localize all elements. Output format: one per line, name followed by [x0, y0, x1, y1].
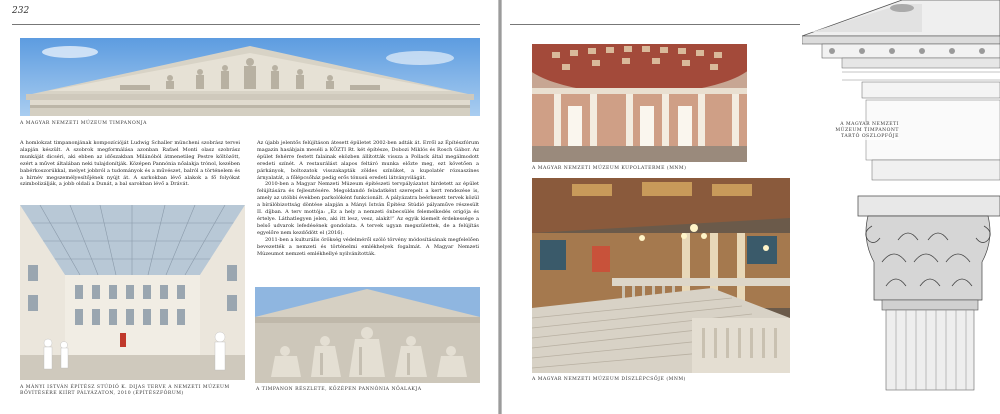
- tympanum-caption: A MAGYAR NEMZETI MÚZEUM TIMPANONJA: [20, 121, 147, 126]
- courtyard-caption: A MÁNYI ISTVÁN ÉPÍTÉSZ STÚDIÓ K. DIJAS TERVE A NEMZETI MÚZEUM BŐVÍTÉSÉRE KIÍRT PÁLYÁZATON, 2010 (ÉPÍTÉSZFÓRUM): [20, 385, 230, 396]
- header-rule: [12, 24, 480, 25]
- tympanum-detail-photo: [255, 287, 480, 383]
- dome-hall-caption: A MAGYAR NEMZETI MÚZEUM KUPOLATERME (MNM): [532, 166, 687, 171]
- staircase-caption: A MAGYAR NEMZETI MÚZEUM DÍSZLÉPCSŐJE (MNM): [532, 377, 686, 382]
- right-page: [502, 0, 1000, 414]
- detail-illustration: [255, 287, 480, 383]
- paragraph: 2011-ben a kulturális örökség védelméről szóló törvény módosításának megfelelően bevezették a nemzeti és történelmi emlékhelyek fogalmát. A Magyar Nemzeti Múzeumot nemzeti emlékhellyé nyilvánították.: [257, 236, 479, 257]
- right-text-column: [257, 140, 479, 257]
- staircase-illustration: [532, 178, 790, 373]
- page-number: 232: [12, 6, 30, 16]
- courtyard-illustration: [20, 205, 245, 380]
- column-capital-illustration: [802, 0, 1000, 414]
- left-page: [0, 0, 498, 414]
- column-drawing: [802, 0, 1000, 414]
- detail-caption: A TIMPANON RÉSZLETE, KÖZÉPEN PANNÓNIA NŐALAKJA: [256, 387, 422, 392]
- paragraph: Az újabb jelentős felújításon átesett épületet 2002-ben adták át. Erről az Építészfórum magazin hasábjain meséli a KÖZTI Rt. két építésze, Dobozi Miklós és Rosch Gábor. Az épület fehérre festett falainak eközben állították vissza a Pollack által megálmodott eredeti színét. A restaurálást alapos feltáró munka előzte meg, ezt követően a párkányok, boltozatok visszakapták zöldes színüket, a kupolatér rózsaszínes árnyalatát, a főlépcsőház pedig erős tónusú eredeti látványvilágát.: [257, 140, 479, 181]
- left-text-column: [20, 140, 240, 188]
- dome-illustration: [532, 44, 747, 162]
- dome-hall-photo: [532, 44, 747, 162]
- tympanum-photo: [20, 38, 480, 116]
- header-rule: [510, 24, 800, 25]
- staircase-photo: [532, 178, 790, 373]
- column-caption: A MAGYAR NEMZETI MÚZEUM TIMPANONT TARTÓ OSZLOPFŐJE: [827, 122, 899, 140]
- paragraph: 2010-ben a Magyar Nemzeti Múzeum építészeti tervpályázatot hirdetett az épület felújítására és fejlesztésére. Megoldandó feladatként szerepelt a kert rendezése is, amely az utóbbi években parkolóként funkcionált. A pályázatra beérkezett tervek közül a bírálóbizottság döntése alapján a Mányi István Építész Stúdió pályaműve részesült II. díjban. A terv mottója: „Ez a hely a nemzeti önbecsülés felemelkedés origója és értelye. Láthatlegyen jelen, aki itt lesz, vesz, alakít!” Az egyik kiemelt érdekessége a belső udvarok lefedésének gondolata. A tervek ugyan megszülettek, de a felújítás egyelőre nem kezdődött el (2016).: [257, 181, 479, 236]
- courtyard-rendering: [20, 205, 245, 380]
- tympanum-illustration: [20, 38, 480, 116]
- paragraph: A homlokzat timpanonjának kompozícióját Ludwig Schaller müncheni szobrász tervei alapján készült. A szobrok megformálása azonban Rafael Monti olasz szobrász munkáját dicséri, aki ebben az időszakban Milánóból átmenetileg Pestre költözött, ezért a művet általában neki tulajdonítják. Középen Pannónia nőalakja trónol, kezében babérkoszorúkkal, melyet jobbról a tudományok és a művészet, balról a történelem és a hírnév megszemélyesítőjének nyújt át. A sarkokban lévő alakok a fő folyókat szimbolizálják, a jobb oldali a Dunát, a bal sarokban lévő a Drávát.: [20, 140, 240, 188]
